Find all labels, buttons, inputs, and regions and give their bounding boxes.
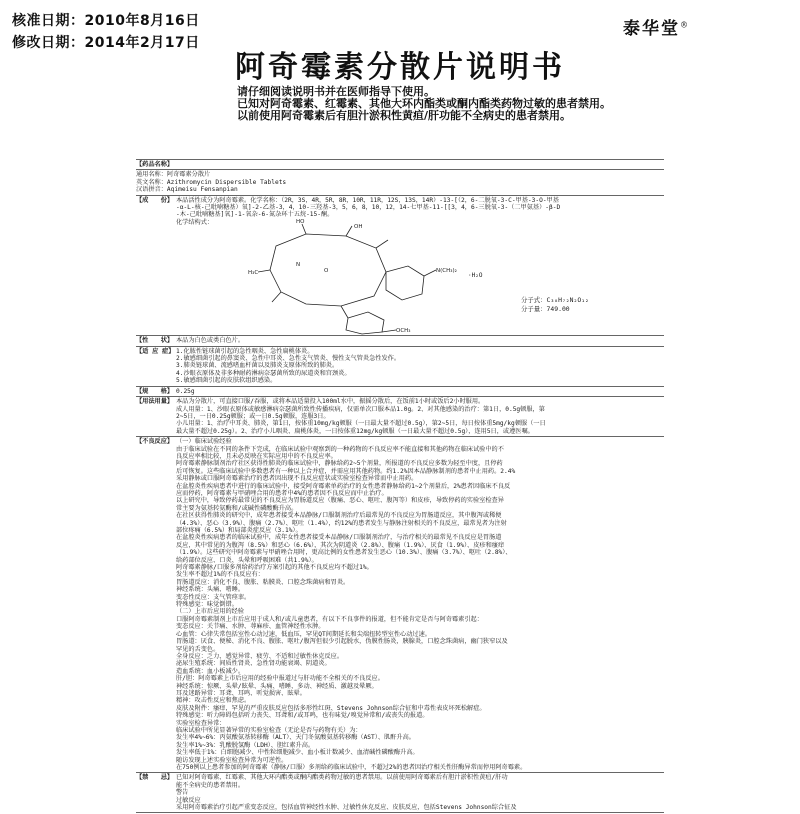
text-line: 随访发现上述实验室检查异常为可逆性。 xyxy=(176,756,288,764)
leaflet-section xyxy=(136,398,664,435)
brand-logo xyxy=(623,14,690,39)
text-line: 过敏反应 xyxy=(176,796,201,804)
leaflet-body xyxy=(136,158,664,814)
page-title: 阿奇霉素分散片说明书 xyxy=(235,50,565,85)
azithromycin-structure-icon xyxy=(236,219,526,335)
sections-container xyxy=(136,337,664,813)
text-line: 部位疼痛（6.5%）和局部炎症反应（3.1%）。 xyxy=(176,527,302,534)
text-line: 2.敏感细菌引起的鼻窦炎、急性中耳炎、急性支气管炎、慢性支气管炎急性发作。 xyxy=(176,355,401,363)
text-line: 罕见的舌变色。 xyxy=(176,645,220,653)
text-line: 本品活性成分为阿奇霉素。化学名称：（2R，3S，4R，5R，8R，10R，11R，12S，13S，14R）-13-[（2，6-二脱氧-3-C-甲基-3-O-甲基 xyxy=(176,196,559,204)
text-line: 全身反应：乏力、感觉异常、疲劳、不适和过敏性休克反应。 xyxy=(176,652,344,660)
warning-line: 已知对阿奇霉素、红霉素、其他大环内酯类或酮内酯类药物过敏的患者禁用。 xyxy=(237,97,611,110)
text-line: 特殊感觉：味觉倒错。 xyxy=(176,601,238,609)
text-line: 应而停药，阿奇霉素与甲硝唑合用的患者中4%的患者因不良反应而中止治疗。 xyxy=(176,489,388,497)
text-line: 成人用量：1、沙眼衣原体或敏感淋病奈瑟菌所致性传播疾病，仅需单次口服本品1.0g。2、对其他感染的治疗：第1日，0.5g顿服，第 xyxy=(176,405,545,413)
svg-text:N(CH₃)₂: N(CH₃)₂ xyxy=(436,268,457,275)
text-line: 神经系统：头痛、嗜睡。 xyxy=(176,586,245,594)
text-line: 常主要为氨基转氨酶和/或碱性磷酸酶升高。 xyxy=(176,504,298,512)
divider xyxy=(136,159,664,160)
divider xyxy=(136,436,664,437)
molecular-formula: 分子式：C₃₈H₇₂N₂O₁₂ xyxy=(521,296,589,305)
text-line: 0.25g xyxy=(176,387,195,395)
divider xyxy=(136,169,664,170)
text-line: -木-己吡喃糖基]氧]-1-氧杂-6-氮杂环十五烷-15-酮。 xyxy=(176,211,334,219)
text-line: 精神：攻击性反应和焦虑。 xyxy=(176,697,251,705)
text-line: 特殊感觉：听力障碍包括听力丧失、耳聋和/或耳鸣，也有味觉/嗅觉异常和/或丧失的报道。 xyxy=(176,712,429,720)
leaflet-section xyxy=(136,774,664,811)
text-line: 发生率4%~6%：丙氨酸氨基转移酶（ALT）、天门冬氨酸氨基转移酶（AST）、肌酐升高。 xyxy=(176,734,415,742)
warning-block xyxy=(237,86,611,122)
text-line: 最大量不超过0.25g）。2、治疗小儿咽炎、扁桃体炎，一日按体重12mg/kg顿服（一日最大量不超过0.5g），连用5日，或遵医嘱。 xyxy=(176,427,534,435)
text-line: 阿奇霉素静脉制剂治疗社区获得性肺炎的临床试验中，静脉给药2~5个剂量，所报道的不良反应多数为轻至中度，且停药 xyxy=(176,460,503,468)
text-line: 给药部位反应、口炎、头晕和呼吸困难（共1.9%）。 xyxy=(176,556,318,564)
text-line: 采用阿奇霉素治疗引起严重变态反应，包括血管神经性水肿、过敏性休克反应、皮肤反应，包括Stevens Johnson综合征及 xyxy=(176,804,517,812)
divider xyxy=(136,346,664,347)
section-content xyxy=(176,438,664,771)
leaflet-section xyxy=(136,337,664,344)
molecular-weight: 分子量：749.00 xyxy=(521,305,570,314)
text-line: 神经系统：惊厥、头晕/眩晕、头痛、嗜睡、多动、神经质、激越及晕厥。 xyxy=(176,682,378,690)
section-label: 【性 状】 xyxy=(136,337,174,345)
divider xyxy=(136,195,664,196)
generic-name: 通用名称：阿奇霉素分散片 xyxy=(136,171,211,179)
section-content xyxy=(176,774,664,811)
formula-block xyxy=(521,296,589,314)
section-content xyxy=(176,348,664,385)
approval-date: 核准日期：2010年8月16日 xyxy=(12,13,200,29)
text-line: 心血管：心律失常包括室性心动过速，低血压，罕见QT间期延长和尖端扭转型室性心动过速。 xyxy=(176,630,431,638)
english-name: 英文名称：Azithromycin Dispersible Tablets xyxy=(136,178,287,186)
text-line: 胃肠道反应：消化不良、腹胀、粘膜炎、口腔念珠菌病和胃炎。 xyxy=(176,578,350,586)
text-line: 由于临床试验在不同的条件下完成，在临床试验中观察到的一种药物的不良反应率不能直接和其他药物在临床试验中的不 xyxy=(176,445,504,453)
text-line: 化学结构式： xyxy=(176,218,214,226)
composition-section xyxy=(136,197,664,335)
text-line: 发生率低于1%：白细胞减少、中性粒细胞减少、血小板计数减少、血清碱性磷酸酶升高。 xyxy=(176,749,419,757)
text-line: 采用静脉或口服阿奇霉素治疗的患者因出现不良反应症状或实验室检查异常而中止用药。 xyxy=(176,475,418,483)
svg-text:O: O xyxy=(324,268,329,275)
warning-line: 请仔细阅读说明书并在医师指导下使用。 xyxy=(237,85,435,98)
section-content xyxy=(176,337,664,344)
text-line: 在750例以上患者参加的阿奇霉素（静脉/口服）多剂给药临床试验中，不超过2%的患者因治疗相关性肝酶异常而停用阿奇霉素。 xyxy=(176,764,527,771)
text-line: 2~5日，一日0.25g顿服；或一日0.5g顿服，连服3日。 xyxy=(176,412,330,420)
hydrate-label: ·H₂O xyxy=(468,272,483,280)
leaflet-section xyxy=(136,388,664,395)
divider xyxy=(136,396,664,397)
section-content xyxy=(176,197,664,335)
text-line: 变态性反应：支气管痉挛。 xyxy=(176,593,251,601)
text-line: 能不全病史的患者禁用。 xyxy=(176,781,245,789)
section-label: 【成 份】 xyxy=(136,196,174,204)
section-label: 【规 格】 xyxy=(136,387,174,395)
text-line: 4.沙眼衣原体及非多种耐药淋病奈瑟菌所致的尿道炎和宫颈炎。 xyxy=(176,369,351,377)
text-line: 在社区获得性肺炎的研究中，成年患者接受本品静脉/口服制剂治疗后最常见的不良反应为胃肠道反应，其中腹泻或稀便 xyxy=(176,512,502,520)
svg-text:OCH₃: OCH₃ xyxy=(396,328,411,335)
text-line: （二）上市后应用的经验 xyxy=(176,608,245,616)
text-line: 反应，其中常见的为腹泻（8.5%）和恶心（6.6%），其次为阴道炎（2.8%）、腹痛（1.9%）、厌食（1.9%）、皮疹和瘙痒 xyxy=(176,541,505,549)
leaflet-section xyxy=(136,438,664,771)
leaflet-section xyxy=(136,348,664,385)
text-line: 已知对阿奇霉素、红霉素、其他大环内酯类或酮内酯类药物过敏的患者禁用。以前使用阿奇霉素后有胆汁淤积性黄疸/肝功 xyxy=(176,774,508,782)
text-line: 在盆腔炎性疾病患者的临床试验中，成年女性患者接受本品静脉/口服制剂治疗，与治疗相关的最常见不良反应是胃肠道 xyxy=(176,534,502,542)
text-line: 以上研究中，导致停药最常见的不良反应为胃肠道反应（腹痛、恶心、呕吐、腹泻等）和皮疹，导致停药的实验室检查异 xyxy=(176,497,504,505)
section-content xyxy=(176,398,664,435)
text-line: 本品为白色或类白色片。 xyxy=(176,337,245,345)
text-line: 变态反应：关节痛、水肿、荨麻疹、血管神经性水肿。 xyxy=(176,623,325,631)
svg-text:OH: OH xyxy=(354,224,363,231)
text-line: 发生率1%~3%：乳酸脱氢酶（LDH）、胆红素升高。 xyxy=(176,741,315,749)
text-line: 造血系统：血小板减少。 xyxy=(176,667,245,675)
pinyin-name: 汉语拼音：Aqimeisu Fensanpian xyxy=(136,186,238,194)
drug-name-heading: 【药品名称】 xyxy=(136,161,174,168)
text-line: 胃肠道：厌食、便秘、消化不良、腹胀、呕吐/腹泻但很少引起脱水，伪膜性肠炎，胰腺炎，口腔念珠菌病，幽门狭窄以及 xyxy=(176,638,508,646)
text-line: -α-L-核-己吡喃糖基）氧]-2-乙基-3，4，10-三羟基-3，5，6，8，10，12，14-七甲基-11-[[3，4，6-三脱氧-3-（二甲氨基）-β-D xyxy=(176,204,561,212)
warning-line: 以前使用阿奇霉素后有胆汁淤积性黄疸/肝功能不全病史的患者禁用。 xyxy=(237,109,572,122)
text-line: 耳及迷路异常：耳聋、耳鸣、听觉损害、眩晕。 xyxy=(176,689,306,697)
text-line: （1.9%）。这些研究中阿奇霉素与甲硝唑合用时，更高比例的女性患者发生恶心（10.3%）、腹痛（3.7%）、呕吐（2.8%）、 xyxy=(176,549,512,557)
text-line: 泌尿生殖系统：间质性肾炎、急性肾功能衰竭、阴道炎。 xyxy=(176,660,331,668)
brand-logo-text: 泰华堂 xyxy=(623,19,680,39)
text-line: 口服阿奇霉素制剂上市后应用于成人和/或儿童患者，有以下不良事件的报道，但不能肯定是否与阿奇霉素引起： xyxy=(176,615,483,623)
section-label: 【不良反应】 xyxy=(136,438,174,446)
section-label: 【用法用量】 xyxy=(136,398,174,406)
section-label: 【禁 忌】 xyxy=(136,774,174,782)
revision-date: 修改日期：2014年2月17日 xyxy=(12,35,200,51)
svg-text:HO: HO xyxy=(296,219,305,226)
text-line: 肝/胆：阿奇霉素上市后应用的经验中报道过与肝功能不全相关的不良反应。 xyxy=(176,675,384,683)
text-line: 发生率不超过1%的不良反应有： xyxy=(176,571,264,579)
text-line: 良反应率相比较，且未必反映在实际应用中的不良反应率。 xyxy=(176,452,337,460)
svg-text:H₃C: H₃C xyxy=(248,270,259,277)
text-line: 3.肺炎链球菌、流感嗜血杆菌以及肺炎支原体所致的肺炎。 xyxy=(176,362,339,370)
text-line: 5.敏感细菌引起的皮肤软组织感染。 xyxy=(176,377,277,385)
divider xyxy=(136,386,664,387)
registered-mark-icon: ® xyxy=(680,20,690,30)
divider xyxy=(136,812,664,813)
section-label: 【适 应 症】 xyxy=(136,347,175,355)
text-line: （4.3%）、恶心（3.9%）、腹痛（2.7%）、呕吐（1.4%），约12%的患者发生与静脉注射相关的不良反应，最常见者为注射 xyxy=(176,519,507,527)
text-line: 实验室检查异常： xyxy=(176,719,226,727)
text-line: 警告 xyxy=(176,789,189,797)
text-line: 阿奇霉素静脉/口服多剂给药治疗方案引起的其他不良反应均不超过1%。 xyxy=(176,564,373,572)
section-content xyxy=(176,388,664,395)
text-line: 后可恢复。这些临床试验中多数患者有一种以上合并症，并需应用其他药物。约1.2%因本品静脉制剂的患者中止用药。2.4% xyxy=(176,467,516,475)
svg-text:N: N xyxy=(296,262,301,269)
text-line: 1.化脓性链球菌引起的急性咽炎、急性扁桃体炎。 xyxy=(176,347,314,355)
text-line: 在盆腔炎性疾病患者中进行的临床试验中，接受阿奇霉素单药治疗的女性患者静脉给药1~2个剂量后，2%患者因临床不良反 xyxy=(176,482,511,490)
text-line: （一）临床试验经验 xyxy=(176,438,232,446)
text-line: 临床试验中所见显著异常的实验室检查（无论是否与药物有关）为： xyxy=(176,726,362,734)
text-line: 皮肤及附件：瘙痒，罕见的严重皮肤反应包括多形性红斑、Stevens Johnson综合征和中毒性表皮坏死松解症。 xyxy=(176,704,486,712)
text-line: 小儿用量：1、治疗中耳炎、肺炎，第1日，按体重10mg/kg顿服（一日最大量不超过0.5g），第2~5日，每日按体重5mg/kg顿服（一日 xyxy=(176,420,546,428)
text-line: 本品为分散片，可直接口服/吞服，或将本品适量投入100ml水中，振摇分散后，在饭前1小时或饭后2小时服用。 xyxy=(176,398,485,406)
